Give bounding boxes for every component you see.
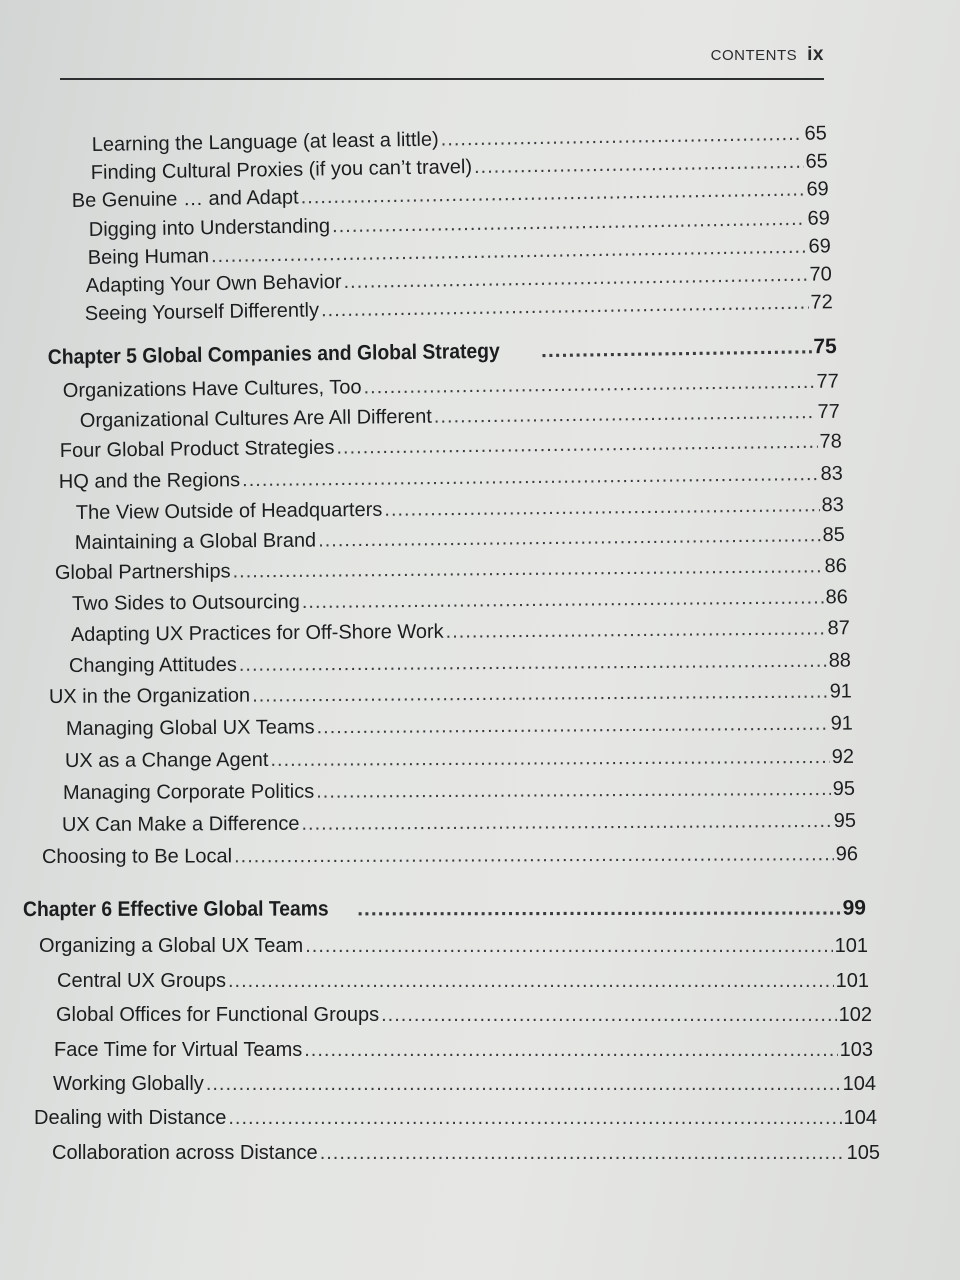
- toc-entry-page: 69: [808, 235, 831, 258]
- toc-entry-page: 69: [806, 178, 829, 201]
- toc-entry: [80, 401, 840, 433]
- toc-entry-title: Dealing with Distance: [34, 1107, 227, 1129]
- toc-entry: [65, 746, 854, 773]
- toc-entry: [85, 291, 833, 326]
- toc-entry-page: 88: [828, 649, 851, 672]
- toc-entry-title: Organizational Cultures Are All Different: [79, 405, 432, 433]
- toc-entry-page: 104: [843, 1107, 877, 1129]
- dot-leader: [384, 494, 819, 522]
- dot-leader: [318, 524, 821, 552]
- toc-chapter-entry: [48, 335, 837, 370]
- dot-leader: [300, 178, 804, 209]
- toc-entry-page: 70: [809, 263, 832, 286]
- toc-entry-page: 65: [805, 150, 828, 173]
- toc-entry: [52, 1142, 880, 1165]
- toc-entry: [60, 430, 842, 463]
- toc-entry: [63, 371, 839, 403]
- dot-leader: [446, 617, 826, 643]
- toc-entry: [69, 650, 851, 678]
- toc-entry: [66, 713, 853, 741]
- toc-entry-title: Being Human: [87, 245, 210, 270]
- toc-entry-title: Managing Global UX Teams: [65, 716, 315, 740]
- toc-entry: [59, 463, 843, 494]
- dot-leader: [305, 935, 832, 958]
- toc-entry-title: Learning the Language (at least a little): [91, 128, 439, 157]
- toc-chapter-title: Chapter 6 Effective Global Teams: [22, 897, 329, 921]
- toc-entry: [42, 843, 858, 869]
- toc-entry: [39, 935, 868, 958]
- toc-entry-page: 105: [846, 1142, 880, 1164]
- dot-leader: [541, 335, 812, 363]
- toc-entry-page: 85: [822, 523, 845, 547]
- toc-entry-title: Two Sides to Outsourcing: [71, 591, 300, 616]
- toc-entry: [76, 494, 844, 525]
- dot-leader: [206, 1073, 841, 1096]
- toc-entry-title: Organizations Have Cultures, Too: [62, 376, 362, 403]
- toc-entry-page: 83: [820, 462, 843, 486]
- toc-entry-title: Global Partnerships: [54, 560, 231, 585]
- toc-entry-page: 95: [832, 777, 855, 800]
- toc-entry-title: UX Can Make a Difference: [61, 812, 300, 836]
- toc-entry-page: 69: [807, 207, 830, 230]
- toc-entry: [56, 1004, 872, 1027]
- toc-entry-title: HQ and the Regions: [58, 469, 241, 494]
- toc-entry-page: 77: [816, 370, 839, 393]
- toc-entry-title: Managing Corporate Politics: [62, 780, 315, 804]
- dot-leader: [228, 1107, 841, 1130]
- dot-leader: [232, 555, 822, 583]
- toc-entry: [57, 970, 869, 993]
- toc-entry-title: Organizing a Global UX Team: [39, 935, 304, 957]
- dot-leader: [252, 681, 828, 708]
- toc-entry: [75, 524, 845, 555]
- toc-entry-page: 102: [838, 1004, 872, 1026]
- toc-entry-title: Finding Cultural Proxies (if you can’t travel): [90, 156, 473, 185]
- toc-entry-title: Face Time for Virtual Teams: [54, 1039, 303, 1061]
- toc-entry-page: 86: [825, 586, 848, 609]
- toc-entry-page: 77: [817, 400, 840, 423]
- toc-entry-title: The View Outside of Headquarters: [75, 498, 383, 525]
- dot-leader: [316, 713, 828, 740]
- toc-entry-page: 92: [831, 745, 854, 768]
- dot-leader: [381, 1004, 837, 1027]
- dot-leader: [321, 292, 809, 323]
- toc-entry-title: Changing Attitudes: [68, 653, 237, 677]
- toc-entry-page: 91: [830, 712, 853, 735]
- toc-entry-page: 78: [819, 430, 842, 453]
- dot-leader: [270, 746, 829, 772]
- dot-leader: [316, 778, 831, 804]
- toc-entry-page: 83: [821, 493, 844, 517]
- toc-entry-title: Working Globally: [53, 1073, 204, 1095]
- dot-leader: [332, 208, 806, 238]
- dot-leader: [239, 650, 827, 677]
- toc-entry: [71, 617, 850, 647]
- toc-entry-title: Adapting Your Own Behavior: [85, 270, 342, 298]
- dot-leader: [434, 401, 816, 429]
- dot-leader: [302, 586, 824, 614]
- dot-leader: [357, 897, 840, 922]
- toc-entry-page: 95: [833, 809, 856, 832]
- toc-entry-title: Four Global Product Strategies: [59, 436, 335, 463]
- toc-entry: [34, 1107, 877, 1130]
- toc-entry-title: UX as a Change Agent: [64, 748, 269, 772]
- toc-entry-title: Global Offices for Functional Groups: [56, 1004, 380, 1026]
- toc-entry-title: Digging into Understanding: [88, 215, 331, 242]
- header-label: CONTENTS: [710, 47, 798, 64]
- toc-chapter-title: Chapter 5 Global Companies and Global Strategy: [47, 339, 500, 370]
- toc-entry-page: 96: [835, 843, 858, 866]
- toc-chapter-entry: [23, 897, 866, 922]
- header-page-number: ix: [807, 44, 824, 65]
- toc-entry-page: 87: [827, 617, 850, 640]
- toc-entry-title: Collaboration across Distance: [52, 1142, 318, 1164]
- toc-entry-title: Central UX Groups: [57, 970, 226, 992]
- toc-entry-page: 101: [834, 935, 868, 957]
- toc-entry-page: 91: [829, 680, 852, 703]
- dot-leader: [320, 1142, 845, 1165]
- toc-entry-title: Maintaining a Global Brand: [74, 529, 317, 555]
- toc-entry-page: 86: [824, 555, 847, 578]
- dot-leader: [211, 236, 807, 268]
- dot-leader: [441, 123, 803, 152]
- toc-entry-title: Be Genuine … and Adapt: [71, 186, 299, 213]
- toc-chapter-page: 99: [842, 896, 866, 920]
- dot-leader: [336, 431, 817, 460]
- toc-entry-page: 104: [842, 1073, 876, 1095]
- toc-entry: [49, 680, 852, 709]
- toc-entry-title: Adapting UX Practices for Off-Shore Work: [70, 620, 444, 647]
- dot-leader: [242, 463, 819, 492]
- dot-leader: [304, 1039, 837, 1062]
- toc-entry-title: Seeing Yourself Differently: [84, 299, 320, 326]
- toc-entry-page: 101: [835, 970, 869, 992]
- toc-entry-title: UX in the Organization: [48, 684, 251, 708]
- toc-entry: [72, 586, 848, 616]
- dot-leader: [301, 810, 831, 836]
- dot-leader: [474, 151, 804, 179]
- toc-entry-title: Choosing to Be Local: [41, 845, 233, 868]
- dot-leader: [363, 371, 814, 400]
- dot-leader: [343, 264, 807, 294]
- toc-entry: [53, 1073, 876, 1096]
- toc-entry: [62, 810, 856, 837]
- toc-entry-page: 72: [810, 291, 833, 314]
- toc-entry: [55, 555, 847, 585]
- toc-entry: [54, 1039, 873, 1062]
- dot-leader: [234, 843, 834, 868]
- toc-chapter-page: 75: [813, 334, 837, 359]
- dot-leader: [228, 970, 834, 993]
- toc-entry-page: 103: [839, 1039, 873, 1061]
- toc-entry-page: 65: [804, 122, 827, 145]
- toc-entry: [63, 778, 855, 805]
